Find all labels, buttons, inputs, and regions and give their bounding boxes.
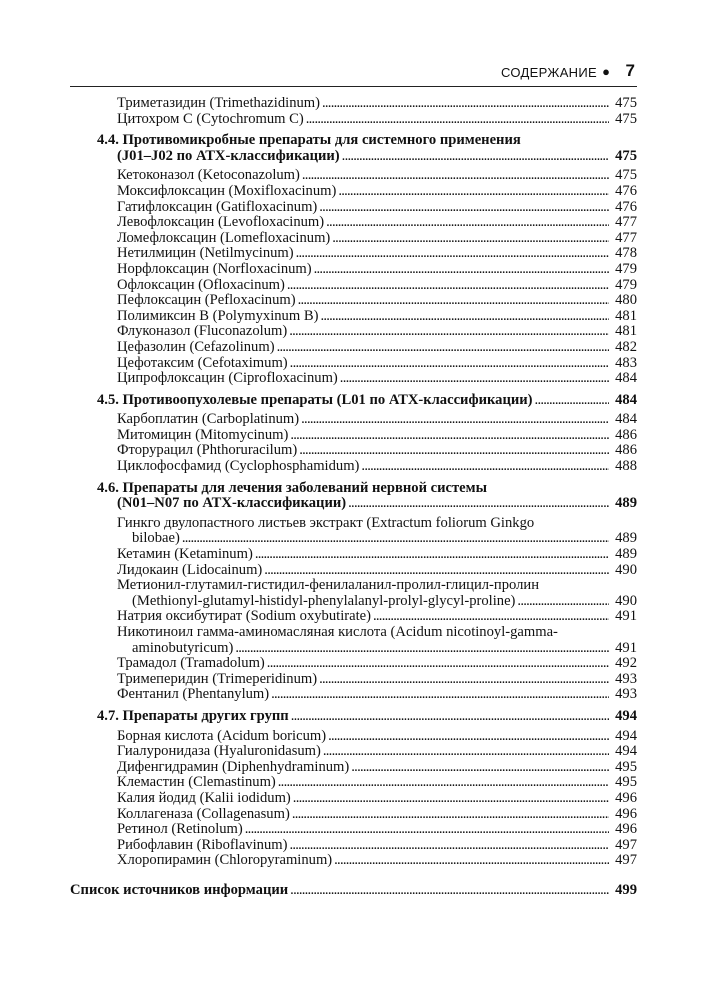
toc-entry[interactable]: [117, 838, 637, 854]
toc-entry-title: Гиалуронидаза (Hyaluronidasum): [117, 744, 321, 760]
dot-leader: [291, 709, 609, 725]
toc-page-number: 477: [615, 214, 637, 231]
toc-entry-title: Офлоксацин (Ofloxacinum): [117, 277, 285, 293]
toc-page-number: 480: [615, 292, 637, 309]
bullet-icon: ●: [602, 64, 610, 79]
toc-entry-title: Дифенгидрамин (Diphenhydraminum): [117, 759, 350, 775]
toc-entry-title: Цефотаксим (Cefotaximum): [117, 355, 288, 371]
dot-leader: [328, 729, 609, 745]
toc-entry[interactable]: [117, 246, 637, 262]
dot-leader: [348, 496, 609, 512]
dot-leader: [290, 428, 609, 444]
toc-page-number: 477: [615, 229, 637, 246]
toc-entry[interactable]: [117, 168, 637, 184]
toc-page-number: 494: [615, 707, 637, 724]
toc-entry[interactable]: [117, 822, 637, 838]
dot-leader: [296, 246, 609, 262]
dot-leader: [299, 443, 609, 459]
dot-leader: [293, 791, 609, 807]
toc-entry[interactable]: [117, 112, 637, 128]
dot-leader: [277, 340, 609, 356]
toc-page-number: 497: [615, 852, 637, 869]
toc-entry-title: Кетоконазол (Ketoconazolum): [117, 168, 300, 184]
toc-page-number: 478: [615, 245, 637, 262]
toc-entry[interactable]: [117, 215, 637, 231]
toc-entry-title-line: 4.6. Препараты для лечения заболеваний нервной системы: [97, 479, 487, 496]
toc-entry-title: Карбоплатин (Carboplatinum): [117, 412, 300, 428]
dot-leader: [342, 149, 609, 165]
toc-entry-title: 4.5. Противоопухолевые препараты (L01 по АТХ-классификации): [97, 392, 533, 408]
toc-entry-title: Рибофлавин (Riboflavinum): [117, 837, 288, 853]
dot-leader: [332, 231, 609, 247]
dot-leader: [290, 356, 609, 372]
toc-entry-title: (J01–J02 по АТХ-классификации): [117, 148, 340, 164]
toc-entry[interactable]: [117, 324, 637, 340]
toc-entry-title: Левофлоксацин (Levofloxacinum): [117, 215, 325, 231]
toc-entry[interactable]: [117, 760, 637, 776]
toc-page-number: 476: [615, 182, 637, 199]
toc-page-number: 484: [615, 370, 637, 387]
dot-leader: [351, 760, 609, 776]
toc-page-number: 499: [615, 881, 637, 898]
toc-entry[interactable]: [117, 340, 637, 356]
toc-entry[interactable]: [117, 428, 637, 444]
toc-entry-title-line: Никотиноил гамма-аминомасляная кислота (Acidum nicotinoyl-gamma-: [117, 624, 558, 640]
toc-entry-title: Фторурацил (Phthoruracilum): [117, 443, 298, 459]
dot-leader: [290, 883, 609, 899]
toc-entry-title: Гатифлоксацин (Gatifloxacinum): [117, 199, 318, 215]
running-header: [70, 62, 637, 86]
dot-leader: [338, 184, 609, 200]
dot-leader: [267, 656, 609, 672]
dot-leader: [289, 324, 609, 340]
toc-entry-title: Циклофосфамид (Cyclophosphamidum): [117, 459, 360, 475]
dot-leader: [323, 744, 609, 760]
toc-entry[interactable]: [117, 609, 637, 625]
page-number: 7: [625, 61, 635, 80]
toc-entry-title: Цефазолин (Cefazolinum): [117, 339, 275, 355]
toc-page-number: 475: [615, 147, 637, 164]
toc-page-number: 493: [615, 686, 637, 703]
toc-entry-title: Моксифлоксацин (Moxifloxacinum): [117, 183, 337, 199]
toc-page-number: 475: [615, 110, 637, 127]
toc-page-number: 496: [615, 805, 637, 822]
dot-leader: [255, 547, 609, 563]
toc-entry[interactable]: [117, 184, 637, 200]
dot-leader: [245, 822, 609, 838]
table-of-contents: [0, 96, 707, 899]
header-rule: [70, 86, 637, 87]
toc-entry[interactable]: [117, 807, 637, 823]
header-title: СОДЕРЖАНИЕ: [500, 65, 597, 80]
toc-entry-title: Норфлоксацин (Norfloxacinum): [117, 261, 312, 277]
dot-leader: [322, 96, 609, 112]
toc-entry-title: Нетилмицин (Netilmycinum): [117, 246, 294, 262]
toc-entry[interactable]: [117, 293, 637, 309]
toc-entry[interactable]: [117, 262, 637, 278]
toc-entry-title: (Methionyl-glutamyl-histidyl-phenylalanyl-prolyl-glycyl-proline): [132, 593, 516, 609]
toc-page-number: 494: [615, 727, 637, 744]
dot-leader: [306, 112, 609, 128]
toc-entry-title: Триметазидин (Trimethazidinum): [117, 96, 321, 111]
toc-entry-title-line: Гинкго двулопастного листьев экстракт (Extractum foliorum Ginkgo: [117, 514, 535, 531]
toc-page-number: 479: [615, 260, 637, 277]
toc-page-number: 489: [615, 495, 637, 512]
toc-entry[interactable]: [117, 371, 637, 387]
toc-entry[interactable]: [117, 412, 637, 428]
toc-page-number: 483: [615, 354, 637, 371]
toc-section-entry[interactable]: [97, 393, 637, 409]
toc-entry-title: Лидокаин (Lidocainum): [117, 562, 263, 578]
toc-entry[interactable]: [117, 656, 637, 672]
dot-leader: [289, 838, 609, 854]
toc-entry-title: Цитохром С (Cytochromum C): [117, 111, 304, 127]
toc-entry-title: 4.7. Препараты других групп: [97, 708, 289, 724]
toc-page-number: 489: [615, 546, 637, 563]
dot-leader: [298, 293, 609, 309]
toc-entry[interactable]: [117, 744, 637, 760]
dot-leader: [278, 775, 609, 791]
toc-entry[interactable]: [117, 459, 637, 475]
dot-leader: [326, 215, 609, 231]
dot-leader: [535, 393, 609, 409]
toc-page-number: 490: [615, 561, 637, 578]
toc-entry[interactable]: [117, 200, 637, 216]
toc-chapter-entry[interactable]: [70, 883, 637, 899]
toc-entry[interactable]: [117, 278, 637, 294]
dot-leader: [264, 563, 609, 579]
dot-leader: [182, 531, 609, 547]
toc-page-number: 496: [615, 789, 637, 806]
toc-entry[interactable]: [117, 231, 637, 247]
toc-entry[interactable]: [117, 578, 637, 609]
toc-entry-title: Борная кислота (Acidum boricum): [117, 728, 327, 744]
dot-leader: [301, 412, 609, 428]
toc-entry-title: Натрия оксибутират (Sodium oxybutirate): [117, 609, 371, 625]
toc-entry[interactable]: [117, 853, 637, 869]
toc-entry-title: Митомицин (Mitomycinum): [117, 427, 289, 443]
toc-section-entry[interactable]: [97, 133, 637, 164]
toc-page-number: 490: [615, 592, 637, 609]
toc-section-entry[interactable]: [97, 481, 637, 512]
toc-page-number: 491: [615, 608, 637, 625]
toc-entry[interactable]: [117, 309, 637, 325]
dot-leader: [271, 687, 609, 703]
toc-entry-title: Трамадол (Tramadolum): [117, 656, 265, 672]
toc-entry[interactable]: [117, 563, 637, 579]
dot-leader: [292, 807, 609, 823]
toc-entry-title-line: Метионил-глутамил-гистидил-фенилаланил-пролил-глицил-пролин: [117, 577, 540, 594]
toc-page-number: 476: [615, 198, 637, 215]
toc-entry[interactable]: [117, 625, 637, 656]
toc-page-number: 489: [615, 530, 637, 547]
toc-page-number: 479: [615, 276, 637, 293]
toc-entry-title: bilobae): [132, 531, 180, 547]
dot-leader: [314, 262, 609, 278]
toc-entry-title: Ломефлоксацин (Lomefloxacinum): [117, 230, 331, 246]
toc-entry-title: Кетамин (Ketaminum): [117, 547, 253, 563]
toc-entry-title: Коллагеназа (Collagenasum): [117, 806, 290, 822]
dot-leader: [517, 594, 609, 610]
toc-entry-title-line: 4.4. Противомикробные препараты для системного применения: [97, 132, 521, 149]
toc-entry[interactable]: [117, 356, 637, 372]
toc-entry-title: Клемастин (Clemastinum): [117, 775, 276, 791]
toc-page-number: 484: [615, 391, 637, 408]
toc-entry[interactable]: [117, 775, 637, 791]
dot-leader: [319, 200, 609, 216]
toc-entry-title: (N01–N07 по АТХ-классификации): [117, 496, 347, 512]
toc-entry-title: Список источников информации: [70, 882, 289, 898]
toc-entry[interactable]: [117, 96, 637, 112]
dot-leader: [320, 309, 609, 325]
toc-entry[interactable]: [117, 443, 637, 459]
toc-page-number: 496: [615, 821, 637, 838]
toc-page-number: 493: [615, 670, 637, 687]
toc-entry-title: Хлоропирамин (Chloropyraminum): [117, 853, 333, 869]
dot-leader: [334, 853, 609, 869]
toc-page-number: 482: [615, 338, 637, 355]
toc-page-number: 492: [615, 655, 637, 672]
toc-page-number: 484: [615, 411, 637, 428]
toc-entry-title: Полимиксин В (Polymyxinum B): [117, 308, 319, 324]
toc-page-number: 475: [615, 95, 637, 111]
toc-entry-title: Флуконазол (Fluconazolum): [117, 324, 288, 340]
toc-entry[interactable]: [117, 791, 637, 807]
toc-page-number: 495: [615, 758, 637, 775]
toc-entry[interactable]: [117, 516, 637, 547]
toc-entry[interactable]: [117, 547, 637, 563]
dot-leader: [302, 168, 609, 184]
dot-leader: [373, 609, 609, 625]
toc-entry-title: Пефлоксацин (Pefloxacinum): [117, 293, 296, 309]
toc-entry-title: Фентанил (Phentanylum): [117, 687, 270, 703]
toc-entry[interactable]: [117, 672, 637, 688]
toc-page-number: 494: [615, 743, 637, 760]
toc-entry-title: Ретинол (Retinolum): [117, 822, 243, 838]
toc-section-entry[interactable]: [97, 709, 637, 725]
toc-entry[interactable]: [117, 729, 637, 745]
dot-leader: [340, 371, 609, 387]
toc-page-number: 475: [615, 167, 637, 184]
toc-entry[interactable]: [117, 687, 637, 703]
toc-entry-title: Ципрофлоксацин (Ciprofloxacinum): [117, 371, 338, 387]
toc-page-number: 497: [615, 836, 637, 853]
toc-entry-title: aminobutyricum): [132, 640, 234, 656]
toc-page-number: 481: [615, 323, 637, 340]
toc-page-number: 488: [615, 458, 637, 475]
dot-leader: [361, 459, 609, 475]
dot-leader: [287, 278, 609, 294]
toc-entry-title: Тримеперидин (Trimeperidinum): [117, 671, 318, 687]
dot-leader: [235, 641, 609, 657]
toc-page-number: 486: [615, 426, 637, 443]
toc-page-number: 495: [615, 774, 637, 791]
toc-page-number: 481: [615, 307, 637, 324]
dot-leader: [319, 672, 609, 688]
toc-entry-title: Калия йодид (Kalii iodidum): [117, 790, 291, 806]
toc-page-number: 486: [615, 442, 637, 459]
toc-page-number: 491: [615, 639, 637, 656]
